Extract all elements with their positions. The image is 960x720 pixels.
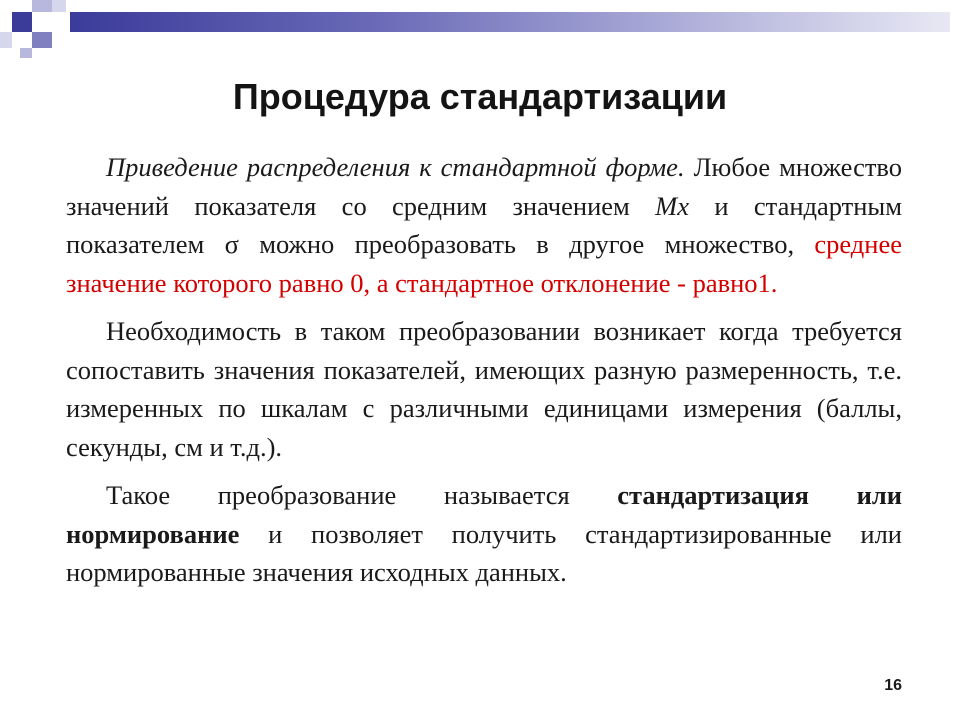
header-gradient-bar: [70, 12, 950, 32]
slide-body: [66, 148, 902, 602]
decor-square: [32, 32, 52, 48]
bold-term: стандартизация или нормирование: [66, 480, 902, 549]
text-segment: и стандартным показателем σ можно преобразовать в другое множество,: [66, 190, 902, 259]
decor-square: [12, 12, 32, 32]
page-number: 16: [884, 677, 902, 694]
text-segment: и позволяет получить стандартизированные или нормированные значения исходных данных.: [66, 518, 902, 587]
paragraph-definition: [66, 148, 902, 302]
text-segment: Любое множество значений показателя со средним значением: [66, 152, 903, 221]
decor-square: [52, 0, 66, 12]
text-segment: Такое преобразование называется: [106, 480, 618, 510]
highlighted-text: среднее значение которого равно 0, а стандартное отклонение - равно1.: [66, 229, 902, 298]
italic-lead: Приведение распределения к стандартной форме.: [106, 152, 685, 182]
paragraph-necessity: Необходимость в таком преобразовании возникает когда требуется сопоставить значения показателей, имеющих разную размеренность, т.е. измеренных по шкалам с различными единицами измерения (баллы, секунды, см и т.д.).: [66, 316, 902, 462]
slide-title: Процедура стандартизации: [232, 76, 728, 117]
decor-square: [0, 32, 12, 48]
paragraph-term: [66, 476, 902, 592]
mean-symbol: Mx: [655, 190, 689, 221]
decor-square: [20, 48, 32, 58]
decor-square: [32, 0, 52, 12]
